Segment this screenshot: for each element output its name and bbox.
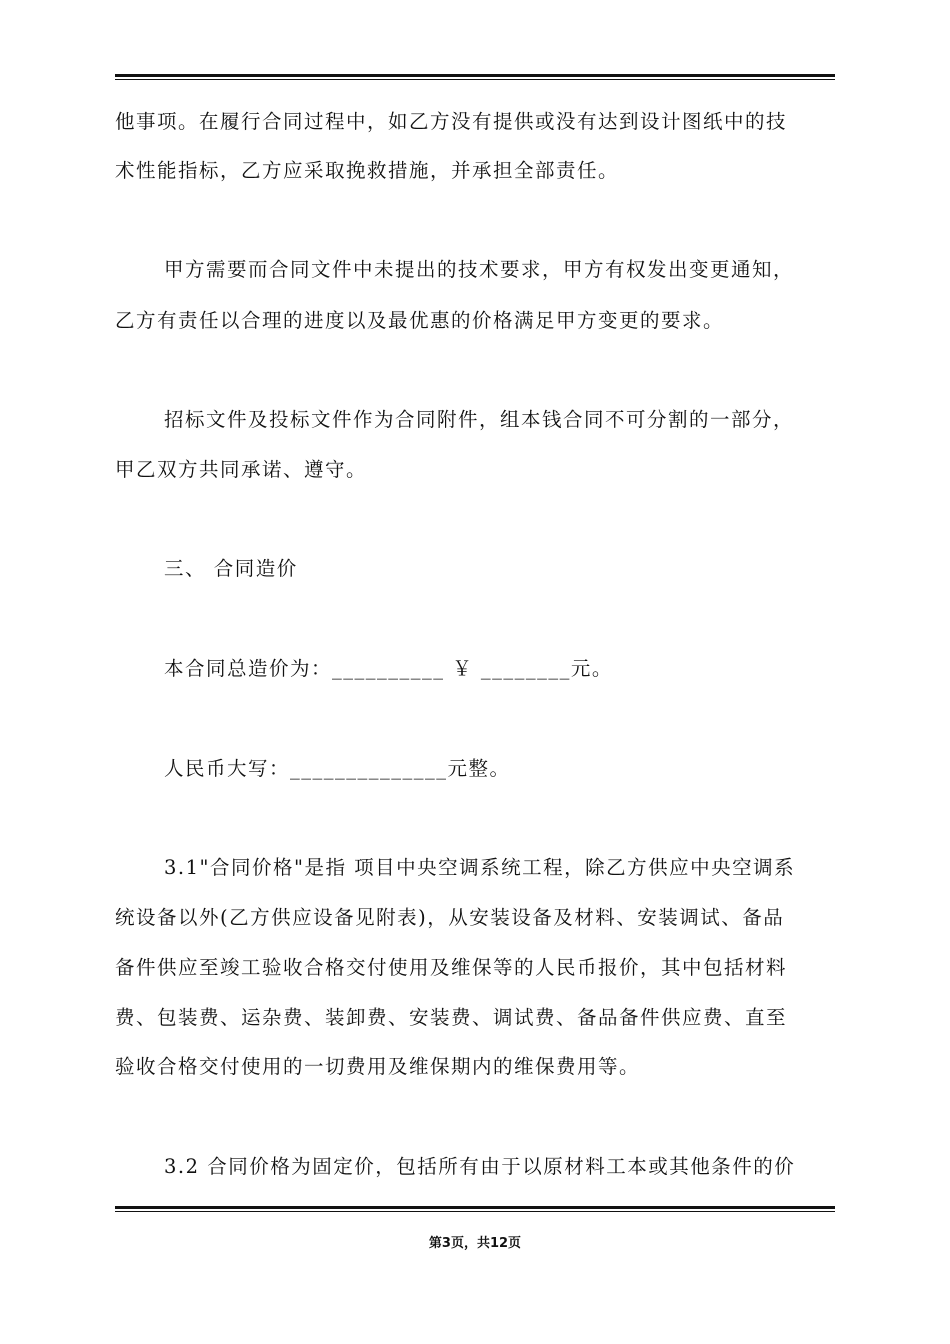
footer-rule <box>115 1206 835 1212</box>
clause-3-2-line-1: 3.2 合同价格为固定价，包括所有由于以原材料工本或其他条件的价 <box>164 1155 796 1178</box>
clause-3-1-line-5: 验收合格交付使用的一切费用及维保期内的维保费用等。 <box>115 1055 641 1078</box>
paragraph-3-line-1: 招标文件及投标文件作为合同附件，组本钱合同不可分割的一部分， <box>164 408 795 431</box>
paragraph-1-line-1: 他事项。在履行合同过程中，如乙方没有提供或没有达到设计图纸中的技 <box>115 110 788 133</box>
total-price-line: 本合同总造价为：__________ ￥ ________元。 <box>164 657 613 680</box>
paragraph-1-line-2: 术性能指标，乙方应采取挽救措施，并承担全部责任。 <box>115 159 620 182</box>
header-rule <box>115 74 835 80</box>
clause-3-1-line-4: 费、包装费、运杂费、装卸费、安装费、调试费、备品备件供应费、直至 <box>115 1006 788 1029</box>
paragraph-2-line-2: 乙方有责任以合理的进度以及最优惠的价格满足甲方变更的要求。 <box>115 309 725 332</box>
section-3-heading: 三、 合同造价 <box>164 557 298 580</box>
paragraph-2-line-1: 甲方需要而合同文件中未提出的技术要求，甲方有权发出变更通知， <box>164 258 795 281</box>
clause-3-1-line-1: 3.1"合同价格"是指 项目中央空调系统工程，除乙方供应中央空调系 <box>164 856 796 879</box>
clause-3-1-line-2: 统设备以外(乙方供应设备见附表)，从安装设备及材料、安装调试、备品 <box>115 906 785 929</box>
clause-3-1-line-3: 备件供应至竣工验收合格交付使用及维保等的人民币报价，其中包括材料 <box>115 956 788 979</box>
page-number: 第3页，共12页 <box>428 1236 522 1251</box>
paragraph-3-line-2: 甲乙双方共同承诺、遵守。 <box>115 458 368 481</box>
rmb-capital-line: 人民币大写：______________元整。 <box>164 757 511 780</box>
